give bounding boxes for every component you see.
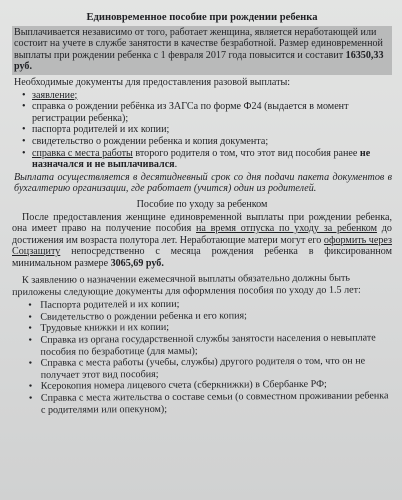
- list-item: • Справка с места работы (учебы, службы) другого родителя о том, что он не получает этот вид пособия;: [29, 356, 393, 382]
- list-item: • Трудовые книжки и их копии;: [28, 321, 392, 335]
- list-item: • Свидетельство о рождении ребенка и его копия;: [28, 310, 392, 324]
- shaded-paragraph: [12, 26, 392, 75]
- docs-intro: Необходимые документы для предоставления разовой выплаты:: [14, 76, 291, 88]
- required-docs-list: [12, 90, 392, 171]
- document-title: Единовременное пособие при рождении ребенка: [86, 12, 318, 23]
- care-amount: 3065,69 руб.: [110, 257, 164, 269]
- care-paragraph: После предоставления женщине единовременной выплаты при рождении ребенка, она имеет право на получение пособия на время отпуска по уходу за ребенком до достижения им возраста полутора лет. Неработающие матери могут его оформить через Соцзащиту непосредственно с месяца рождения ребенка в фиксированном минимальном размере 3065,69 руб.: [12, 211, 392, 269]
- list-item: • справка с места работы второго родителя о том, что этот вид пособия ранее не назначался и не выплачивался.: [22, 148, 392, 171]
- birth-amount: 16350,33 руб.: [14, 49, 384, 73]
- list-item: • Справка с места жительства о составе семьи (о совместном проживании ребенка с родителями или опекуном);: [29, 391, 393, 417]
- list-item: • Паспорта родителей и их копии;: [28, 298, 392, 312]
- list-item: • Справка из органа государственной службы занятости населения о невыплате пособия по безработице (для мамы);: [28, 333, 392, 359]
- monthly-section: [12, 273, 393, 417]
- list-item: • справка о рождении ребёнка из ЗАГСа по форме Ф24 (выдается в момент регистрации ребенка);: [22, 101, 392, 124]
- monthly-intro: К заявлению о назначении ежемесячной выплаты обязательно должны быть приложены следующие документы для оформления пособия по уходу до 1.5 лет:: [12, 273, 361, 299]
- section-subtitle: Пособие по уходу за ребенком: [136, 198, 268, 210]
- monthly-docs-list: [12, 298, 393, 417]
- shaded-text: Выплачивается независимо от того, работает женщина, является неработающей или состоит на учете в службе занятости в качестве безработной. Размер единовременной выплаты при рождении ребенка с 1 февраля 2017 года повысится и составит: [14, 26, 383, 61]
- payment-note: Выплата осуществляется в десятидневный срок со дня подачи пакета документов в бухгалтерию организации, где работает (учится) один из родителей.: [14, 171, 392, 195]
- list-item: • паспорта родителей и их копии;: [22, 124, 392, 136]
- list-item: • заявление;: [22, 90, 392, 102]
- list-item: • свидетельство о рождении ребенка и копия документа;: [22, 136, 392, 148]
- list-item: • Ксерокопия номера лицевого счета (сберкнижки) в Сбербанке РФ;: [29, 379, 393, 393]
